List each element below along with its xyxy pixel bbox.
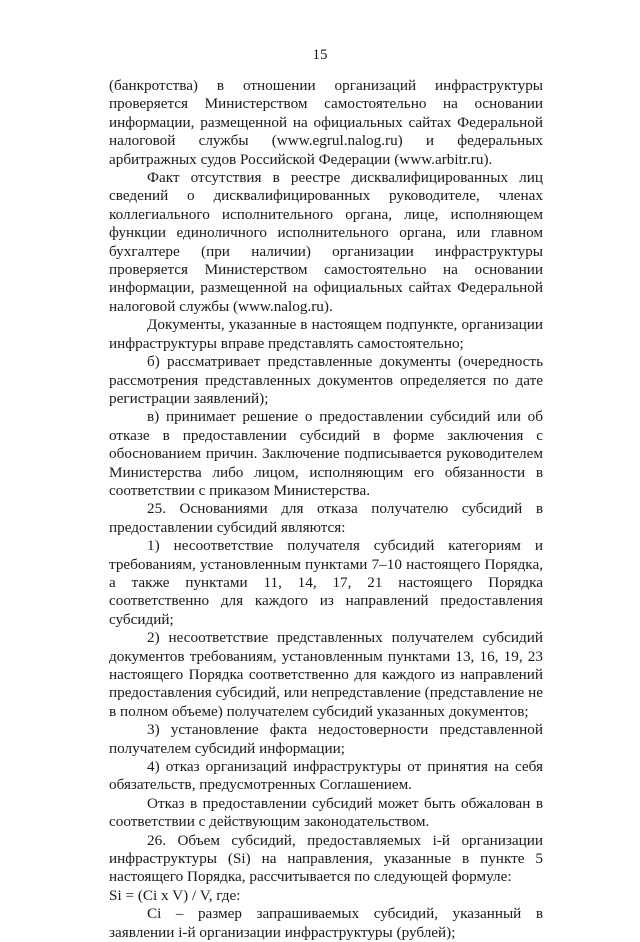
paragraph: (банкротства) в отношении организаций инфраструктуры проверяется Министерством самостоятельно на основании информации, размещенной на официальных сайтах Федеральной налоговой службы (www.egrul.nalog.ru) и федеральных арбитражных судов Российской Федерации (www.arbitr.ru).: [109, 77, 543, 168]
paragraph: 4) отказ организаций инфраструктуры от принятия на себя обязательств, предусмотренных Соглашением.: [109, 758, 543, 794]
paragraph: в) принимает решение о предоставлении субсидий или об отказе в предоставлении субсидий в форме заключения с обоснованием причин. Заключение подписывается руководителем Министерства либо лицом, исполняющим его обязанности в соответствии с приказом Министерства.: [109, 408, 543, 499]
paragraph: Ci – размер запрашиваемых субсидий, указанный в заявлении i-й организации инфраструктуры (рублей);: [109, 905, 543, 941]
document-body: [109, 77, 543, 942]
paragraph: 3) установление факта недостоверности представленной получателем субсидий информации;: [109, 721, 543, 757]
paragraph: Отказ в предоставлении субсидий может быть обжалован в соответствии с действующим законодательством.: [109, 794, 543, 831]
paragraph: Документы, указанные в настоящем подпункте, организации инфраструктуры вправе представлять самостоятельно;: [109, 316, 543, 352]
paragraph: 1) несоответствие получателя субсидий категориям и требованиям, установленным пунктами 7–10 настоящего Порядка, а также пунктами 11, 14, 17, 21 настоящего Порядка соответственно для каждого из направлений предоставления субсидий;: [109, 537, 543, 628]
paragraph: 25. Основаниями для отказа получателю субсидий в предоставлении субсидий являются:: [109, 500, 543, 536]
formula: Si = (Ci x V) / V, где:: [109, 886, 241, 904]
paragraph: б) рассматривает представленные документы (очередность рассмотрения представленных документов определяется по дате регистрации заявлений);: [109, 353, 543, 407]
page-number: 15: [312, 47, 328, 63]
paragraph: Факт отсутствия в реестре дисквалифицированных лиц сведений о дисквалифицированных руководителе, членах коллегиального исполнительного органа, лице, исполняющем функции единоличного исполнительного органа, или главном бухгалтере (при наличии) организации инфраструктуры проверяется Министерством самостоятельно на основании информации, размещенной на официальных сайтах Федеральной налоговой службы (www.nalog.ru).: [109, 169, 543, 315]
paragraph: 26. Объем субсидий, предоставляемых i-й организации инфраструктуры (Si) на направления, указанные в пункте 5 настоящего Порядка, рассчитывается по следующей формуле:: [109, 831, 543, 886]
paragraph: 2) несоответствие представленных получателем субсидий документов требованиям, установленным пунктами 13, 16, 19, 23 настоящего Порядка соответственно для каждого из направлений предоставления субсидий, или непредставление (представление не в полном объеме) получателем субсидий указанных документов;: [109, 629, 543, 720]
